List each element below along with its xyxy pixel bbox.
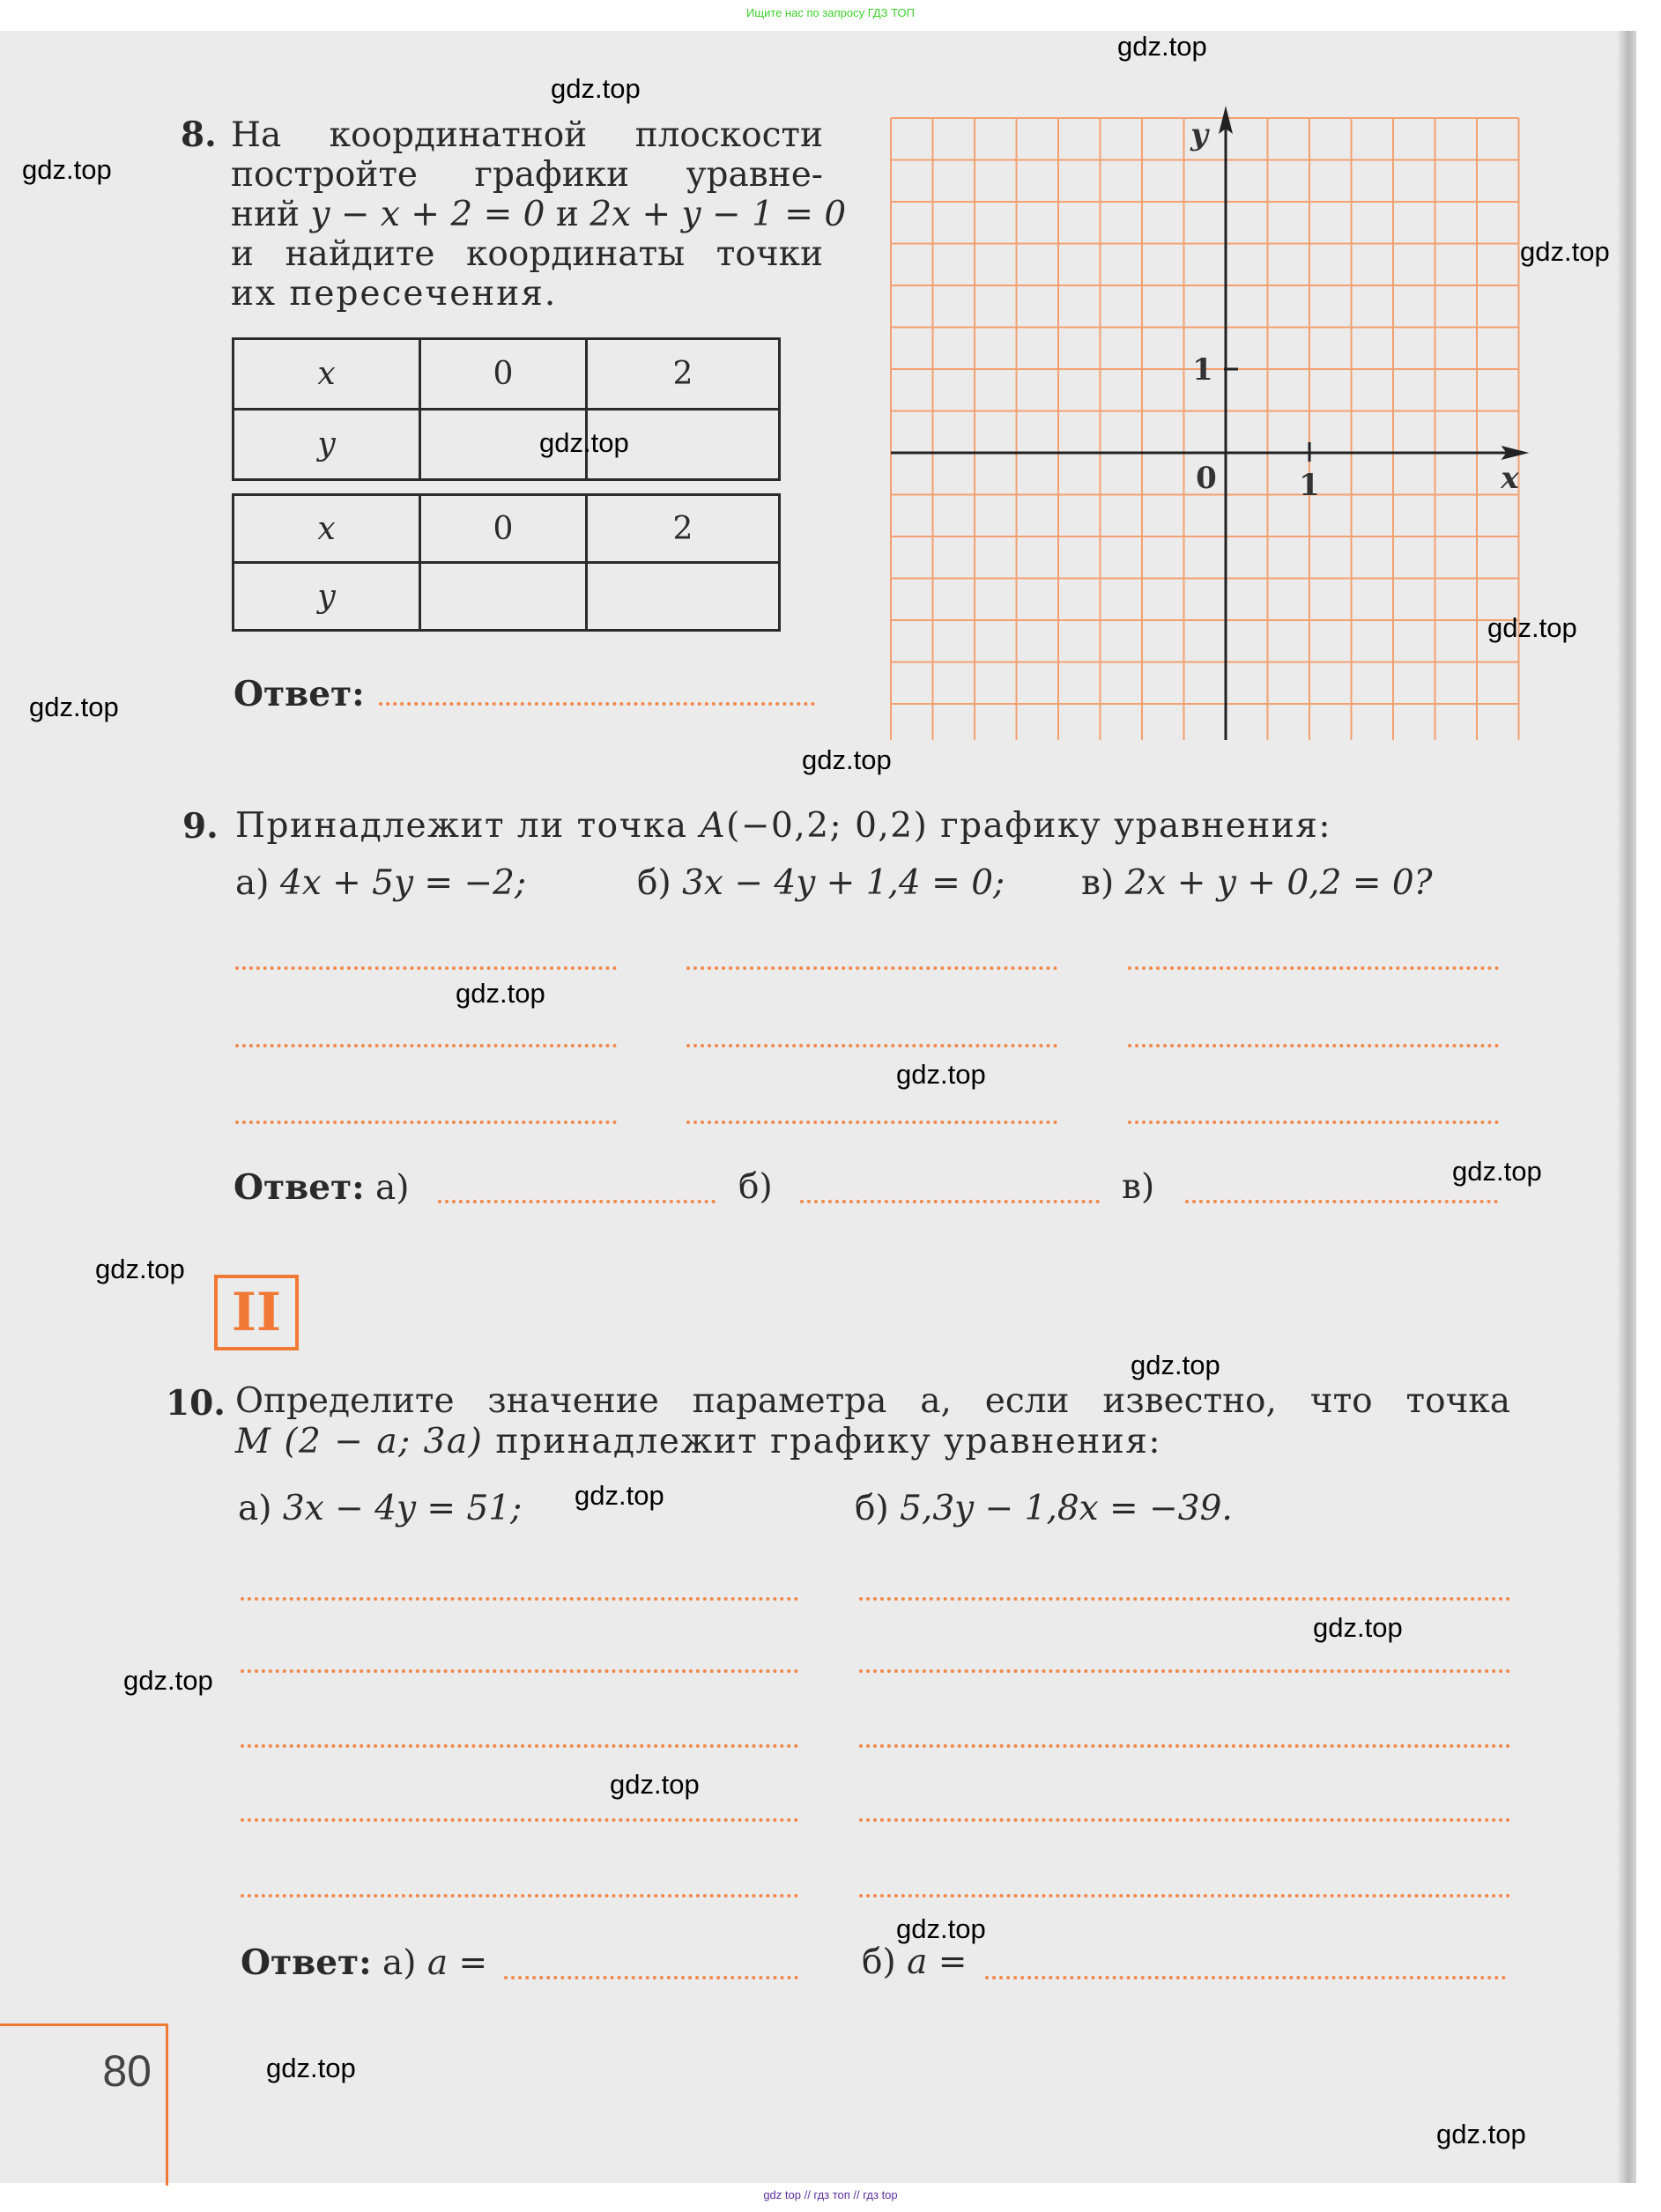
watermark: gdz.top xyxy=(802,744,892,775)
table-cell: 2 xyxy=(587,339,780,410)
working-line[interactable] xyxy=(686,966,1057,970)
value-table-1 xyxy=(232,337,781,481)
working-line[interactable] xyxy=(241,1669,798,1673)
task-10-item-a xyxy=(238,1489,522,1528)
answer-label: Ответ: xyxy=(234,674,365,714)
y-tick-label: 1 xyxy=(1192,352,1213,388)
text: (−0,2; 0,2) графику уравнения: xyxy=(726,806,1332,846)
task-9-item-a xyxy=(235,863,526,903)
watermark: gdz.top xyxy=(1436,2119,1526,2149)
section-badge: II xyxy=(214,1275,299,1350)
task-10-line: Определите значение параметра a, если известно, что точка xyxy=(235,1381,1510,1421)
coordinate-grid[interactable] xyxy=(881,106,1533,740)
watermark: gdz.top xyxy=(22,154,112,185)
x-tick-label: 1 xyxy=(1299,468,1320,503)
working-line[interactable] xyxy=(241,1894,798,1898)
task-8-line: и найдите координаты точки xyxy=(231,234,823,274)
table-cell: 2 xyxy=(587,495,780,563)
working-line[interactable] xyxy=(859,1597,1510,1601)
task-10-answer-row xyxy=(241,1942,487,1983)
table-header-x: x xyxy=(234,495,420,563)
task-8-line: На координатной плоскости xyxy=(231,115,823,155)
table-cell: 0 xyxy=(420,339,587,410)
task-10-item-b xyxy=(855,1489,1233,1528)
watermark: gdz.top xyxy=(1117,31,1207,62)
footer-links[interactable]: gdz top // гдз топ // гдз top xyxy=(763,2188,898,2201)
watermark: gdz.top xyxy=(29,692,119,722)
task-8-line: постройте графики уравне- xyxy=(231,155,823,195)
watermark: gdz.top xyxy=(896,1059,986,1090)
working-line[interactable] xyxy=(859,1744,1510,1748)
answer-field-b[interactable] xyxy=(985,1976,1506,1979)
working-line[interactable] xyxy=(1128,1121,1499,1124)
working-line[interactable] xyxy=(241,1818,798,1822)
y-axis-label: y xyxy=(1190,117,1208,152)
working-line[interactable] xyxy=(686,1121,1057,1124)
working-line[interactable] xyxy=(241,1744,798,1748)
watermark: gdz.top xyxy=(456,978,545,1009)
task-8-text xyxy=(231,115,847,314)
page-number: 80 xyxy=(102,2046,152,2096)
working-line[interactable] xyxy=(235,1121,617,1124)
answer-field-b[interactable] xyxy=(800,1200,1100,1203)
watermark: gdz.top xyxy=(896,1913,986,1944)
answer-part-label: в) xyxy=(1122,1167,1155,1207)
watermark: gdz.top xyxy=(1487,612,1577,643)
text: ний xyxy=(231,195,300,234)
watermark: gdz.top xyxy=(539,427,629,458)
task-9-number: 9. xyxy=(182,806,219,847)
table-input-cell[interactable] xyxy=(587,563,780,631)
answer-field-c[interactable] xyxy=(1185,1200,1498,1203)
page-number-box xyxy=(0,2023,168,2186)
variable: a = xyxy=(907,1942,968,1982)
working-line[interactable] xyxy=(686,1044,1057,1047)
watermark: gdz.top xyxy=(575,1480,664,1511)
task-8-number: 8. xyxy=(181,115,217,155)
task-8-line xyxy=(231,195,847,234)
working-line[interactable] xyxy=(235,966,617,970)
watermark: gdz.top xyxy=(551,73,641,104)
task-10-number: 10. xyxy=(166,1383,226,1424)
answer-field-a[interactable] xyxy=(504,1976,798,1979)
equation-2: 2x + y − 1 = 0 xyxy=(590,195,847,234)
answer-label: Ответ: xyxy=(241,1942,372,1983)
working-line[interactable] xyxy=(1128,1044,1499,1047)
table-cell: 0 xyxy=(420,495,587,563)
variable: a = xyxy=(426,1943,488,1983)
value-table-2 xyxy=(232,493,781,632)
item-label: б) xyxy=(637,863,671,903)
task-9-item-c xyxy=(1081,863,1433,903)
answer-part-label: б) xyxy=(862,1942,896,1982)
working-line[interactable] xyxy=(241,1597,798,1601)
task-10-line xyxy=(235,1422,1161,1461)
answer-part-label: б) xyxy=(738,1167,773,1207)
watermark: gdz.top xyxy=(1452,1156,1542,1187)
origin-label: 0 xyxy=(1196,461,1217,496)
watermark: gdz.top xyxy=(610,1769,700,1800)
task-9-prompt xyxy=(235,806,1331,846)
table-header-y: y xyxy=(234,410,420,480)
watermark: gdz.top xyxy=(1520,236,1610,267)
task-8-line: их пересечения. xyxy=(231,274,558,314)
table-header-y: y xyxy=(234,563,420,631)
text: Принадлежит ли точка xyxy=(235,806,688,846)
working-line[interactable] xyxy=(859,1669,1510,1673)
working-line[interactable] xyxy=(859,1818,1510,1822)
equation: 5,3y − 1,8x = −39. xyxy=(900,1489,1233,1528)
answer-label: Ответ: xyxy=(234,1167,365,1208)
item-label: б) xyxy=(855,1489,889,1528)
equation: 4x + 5y = −2; xyxy=(279,863,527,903)
watermark: gdz.top xyxy=(123,1665,213,1696)
task-10-answer-b xyxy=(862,1942,967,1982)
watermark: gdz.top xyxy=(266,2053,356,2083)
text: и xyxy=(555,195,579,234)
table-input-cell[interactable] xyxy=(420,563,587,631)
answer-part-label: а) xyxy=(375,1168,410,1208)
page-edge-shadow xyxy=(1617,31,1636,2183)
top-banner[interactable]: Ищите нас по запросу ГДЗ ТОП xyxy=(746,6,915,19)
equation-1: y − x + 2 = 0 xyxy=(310,195,545,234)
working-line[interactable] xyxy=(235,1044,617,1047)
text: принадлежит графику уравнения: xyxy=(495,1422,1162,1461)
equation: 2x + y + 0,2 = 0? xyxy=(1124,863,1433,903)
working-line[interactable] xyxy=(859,1894,1510,1898)
point-label: M (2 − a; 3a) xyxy=(235,1422,484,1461)
item-label: в) xyxy=(1081,863,1115,903)
point-label: A xyxy=(700,806,727,846)
answer-field-a[interactable] xyxy=(438,1200,716,1203)
watermark: gdz.top xyxy=(1131,1350,1220,1380)
item-label: а) xyxy=(238,1489,272,1528)
item-label: а) xyxy=(235,863,270,903)
answer-field[interactable] xyxy=(379,702,815,706)
working-line[interactable] xyxy=(1128,966,1499,970)
equation: 3x − 4y = 51; xyxy=(282,1489,523,1528)
table-header-x: x xyxy=(234,339,420,410)
task-9-item-b xyxy=(637,863,1005,903)
answer-part-label: а) xyxy=(382,1943,417,1983)
task-9-answer-row xyxy=(234,1167,410,1208)
watermark: gdz.top xyxy=(1313,1612,1403,1643)
equation: 3x − 4y + 1,4 = 0; xyxy=(682,863,1005,903)
x-axis-label: x xyxy=(1501,461,1519,496)
watermark: gdz.top xyxy=(95,1254,185,1284)
